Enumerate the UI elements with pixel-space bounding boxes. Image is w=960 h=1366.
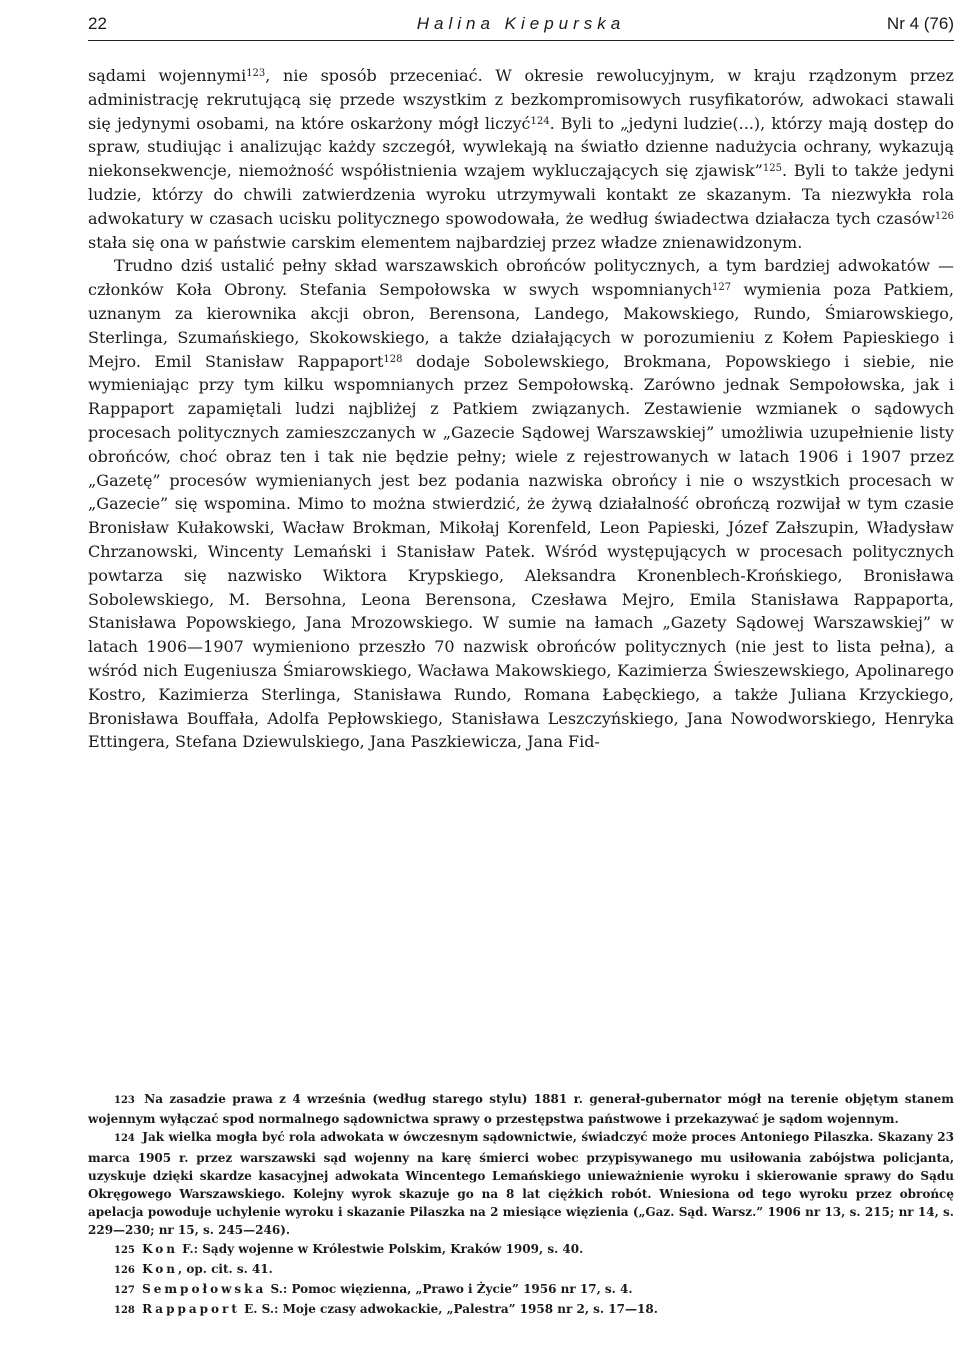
footnote-124 [88, 1128, 954, 1239]
paragraph-1 [88, 64, 954, 254]
footnote-ref: 126 [934, 210, 954, 222]
paragraph-2 [88, 254, 954, 754]
text-run: . Byli to także jedyni ludzie, którzy do chwili zatwierdzenia wyroku utrzymywali kontakt ze skazanym. Ta niezwykła rola adwokatury w czasach ucisku politycznego spowodowała, że według świadectwa działacza tych czasów [88, 161, 955, 228]
text-run: Trudno dziś ustalić pełny skład warszawskich obrońców politycznych, a tym bardziej adwokatów — członków Koła Obrony. Stefania Sempołowska w swych wspomnianych [88, 256, 954, 300]
footnote-mark: 128 [114, 1305, 135, 1317]
footnote-text: Na zasadzie prawa z 4 września (według starego stylu) 1881 r. generał-gubernator mógł na terenie objętym stanem wojennym wyłączać spod normalnego sądownictwa sprawy o przestępstwa państwowe i przekazywać je sądom wojennym. [88, 1092, 954, 1127]
text-run: . Byli to „jedyni ludzie(...), którzy mają dostęp do spraw, studiując i analizując każdy szczegół, wywlekają na światło dzienne nadużycia ochrany, wykazują niekonsekwencje, niemożność współistnienia wzajem wykluczających się zjawisk” [88, 113, 955, 181]
footnote-author: Sempołowska [142, 1282, 267, 1297]
text-run: sądami wojennymi [88, 66, 247, 85]
footnote-mark: 125 [114, 1244, 135, 1256]
footnote-text: F.: Sądy wojenne w Królestwie Polskim, Kraków 1909, s. 40. [182, 1241, 584, 1256]
footnote-mark: 127 [114, 1285, 135, 1297]
footnote-text: E. S.: Moje czasy adwokackie, „Palestra” 1958 nr 2, s. 17—18. [244, 1302, 658, 1317]
footnote-text: , op. cit. s. 41. [177, 1261, 273, 1276]
footnote-ref: 123 [246, 68, 266, 79]
footnote-text: Jak wielka mogła być rola adwokata w ówczesnym sądownictwie, świadczyć może proces Antoniego Pilaszka. Skazany 23 marca 1905 r. przez warszawski sąd wojenny na karę śmierci wobec przypisywanego mu usiłowania zabójstwa policjanta, uzyskuje dzięki skardze kasacyjnej adwokata Wincentego Lemańskiego unieważnienie wyroku i skierowanie sprawy do Sądu Okręgowego Warszawskiego. Kolejny wyrok skazuje go na 8 lat ciężkich robót. Wniesiona od tego wyroku przez obrońcę apelacja powoduje uchylenie wyroku i skazanie Pilaszka na 2 miesiące więzienia („Gaz. Sąd. Warsz.” 1906 nr 13, s. 215; nr 14, s. 229—230; nr 15, s. 245—246). [88, 1130, 954, 1238]
footnote-ref: 124 [530, 115, 550, 127]
document-page [88, 0, 954, 1366]
footnote-author: Rappaport [142, 1302, 240, 1317]
footnote-126 [88, 1260, 954, 1280]
footnote-mark: 123 [114, 1095, 135, 1106]
text-run: stała się ona w państwie carskim elementem najbardziej przez władze znienawidzonym. [88, 232, 803, 252]
footnote-127 [88, 1280, 954, 1300]
footnote-author: Kon [142, 1241, 178, 1256]
issue-number: Nr 4 (76) [886, 14, 954, 33]
footnote-author: Kon [142, 1261, 178, 1276]
footnote-ref: 127 [712, 282, 732, 294]
page-number: 22 [88, 14, 107, 33]
footnote-mark: 124 [114, 1133, 135, 1145]
footnote-ref: 128 [383, 353, 403, 365]
running-header [88, 10, 954, 40]
running-author: Halina Kiepurska [416, 14, 626, 33]
footnote-mark: 126 [114, 1264, 135, 1276]
footnote-text: S.: Pomoc więzienna, „Prawo i Życie” 1956 nr 17, s. 4. [270, 1282, 633, 1297]
footnote-ref: 125 [762, 163, 782, 175]
footnote-128 [88, 1300, 954, 1320]
text-run: dodaje Sobolewskiego, Brokmana, Popowskiego i siebie, nie wymieniając przy tym kilku wspomnianych przez Sempołowską. Zarówno jednak Sempołowska, jak i Rappaport zapamiętali ludzi najbliżej z Patkiem związanych. Zestawienie wzmianek o sądowych procesach politycznych zamieszczanych w „Gazecie Sądowej Warszawskiej” umożliwia uzupełnienie listy obrońców, choć obraz ten i tak nie będzie pełny; wiele z rejestrowanych w latach 1906 i 1907 przez „Gazetę” procesów wymienianych jest bez podania nazwiska obrońcy i nie o wszystkich procesach w „Gazecie” się wspomina. Mimo to można stwierdzić, że żywą działalność obrończą rozwijał w tym czasie Bronisław Kułakowski, Wacław Brokman, Mikołaj Korenfeld, Leon Papieski, Józef Załszupin, Władysław Chrzanowski, Wincenty Lemański i Stanisław Patek. Wśród występujących w procesach politycznych powtarza się nazwisko Wiktora Krypskiego, Aleksandra Kronenblech-Krońskiego, Bronisława Sobolewskiego, M. Bersohna, Leona Berensona, Czesława Mejro, Emila Stanisława Rappaporta, Stanisława Popowskiego, Jana Mrozowskiego. W sumie na łamach „Gazety Sądowej Warszawskiej” w latach 1906—1907 wymieniono przeszło 70 nazwisk obrońców politycznych (nie jest to lista pełna), a wśród nich Eugeniusza Śmiarowskiego, Wacława Makowskiego, Kazimierza Świeszewskiego, Apolinarego Kostro, Kazimierza Sterlinga, Stanisława Rundo, Romana Łabęckiego, a także Juliana Krzyckiego, Bronisława Bouffała, Adolfa Pepłowskiego, Stanisława Leszczyńskiego, Jana Nowodworskiego, Henryka Ettingera, Stefana Dziewulskiego, Jana Paszkiewicza, Jana Fid- [88, 351, 955, 752]
footnote-123 [88, 1090, 954, 1128]
header-rule [88, 40, 954, 41]
text-run: wymienia poza Patkiem, uznanym za kierownika akcji obron, Berensona, Landego, Makowskiego, Rundo, Śmiarowskiego, Sterlinga, Szumańskiego, Skokowskiego, a także działających w porozumieniu z Kołem Papieskiego i Mejro. Emil Stanisław Rappaport [88, 280, 955, 371]
footnotes [88, 1090, 954, 1320]
text-run: , nie sposób przeceniać. W okresie rewolucyjnym, w kraju rządzonym przez administrację rekrutującą się przede wszystkim z bezkompromisowych rusyfikatorów, adwokaci stawali się jedynymi osobami, na które oskarżony mógł liczyć [88, 66, 954, 133]
footnote-125 [88, 1240, 954, 1260]
main-text [88, 64, 954, 754]
